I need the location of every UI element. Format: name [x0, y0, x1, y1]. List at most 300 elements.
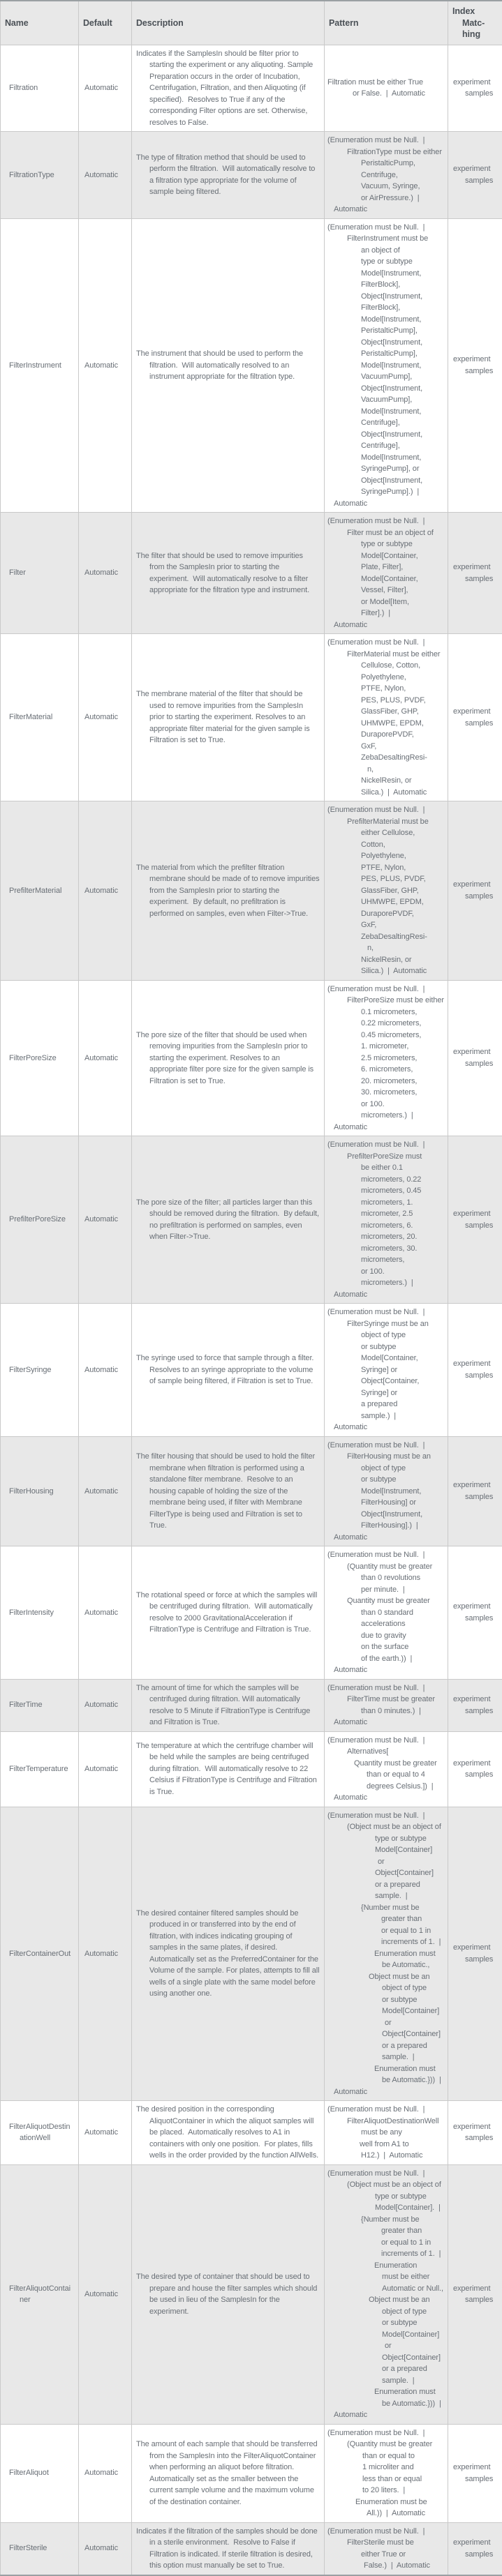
description-text: The amount of each sample that should be transferred from the SamplesIn into the FilterAliquotContainer when performing an aliquot before filtration. Automatically set as the smaller between the current sample volume and the maximum volume of the destination container.: [136, 2439, 320, 2508]
pattern-line: or equal to 1 in: [327, 2237, 445, 2249]
pattern-line: NickelResin, or: [327, 775, 445, 787]
pattern-line: Model[Instrument,: [327, 406, 445, 418]
option-name-cell: [1, 2101, 79, 2165]
description-cell: [132, 45, 325, 132]
index-matching-value: experiment samples: [453, 706, 499, 729]
index-matching-value: experiment samples: [453, 77, 499, 100]
pattern-cell: [325, 45, 448, 132]
default-value: Automatic: [84, 82, 127, 94]
index-matching-value: experiment samples: [453, 1479, 499, 1502]
index-matching-cell: [448, 1136, 502, 1304]
header-pattern: [325, 1, 448, 45]
pattern-line: (Enumeration must be Null. |: [327, 2427, 445, 2439]
index-matching-cell: [448, 1807, 502, 2101]
pattern-line: due to gravity: [327, 1630, 445, 1642]
pattern-line: or False. | Automatic: [327, 88, 445, 100]
pattern-line: Object[Container]: [327, 1867, 445, 1879]
pattern-line: Alternatives[: [327, 1746, 445, 1758]
pattern-line: FilterPoreSize must be either: [327, 995, 445, 1007]
description-cell: [132, 132, 325, 219]
pattern-line: Object[Instrument,: [327, 475, 445, 487]
pattern-line: be Automatic.})) |: [327, 2398, 445, 2410]
pattern-line: 1 microliter and: [327, 2462, 445, 2473]
default-value: Automatic: [84, 2289, 127, 2300]
pattern-line: well from A1 to: [327, 2139, 445, 2151]
option-name-cell: [1, 2522, 79, 2575]
pattern-line: or AirPressure.) |: [327, 193, 445, 204]
pattern-line: micrometers, 0.22: [327, 1174, 445, 1186]
pattern-line: per minute. |: [327, 1584, 445, 1596]
pattern-cell: [325, 1546, 448, 1680]
description-cell: [132, 1546, 325, 1680]
pattern-line: or subtype: [327, 2317, 445, 2329]
pattern-line: be Automatic.})) |: [327, 2074, 445, 2086]
pattern-line: Automatic: [327, 1717, 445, 1728]
pattern-line: or subtype: [327, 1341, 445, 1353]
pattern-line: Silica.) | Automatic: [327, 965, 445, 977]
pattern-line: 20. micrometers,: [327, 1076, 445, 1087]
option-name-cell: [1, 1436, 79, 1546]
pattern-line: All.)) | Automatic: [327, 2508, 445, 2519]
pattern-line: UHMWPE, EPDM,: [327, 896, 445, 908]
option-name-cell: [1, 1731, 79, 1807]
pattern-line: micrometers, 1.: [327, 1197, 445, 1209]
pattern-line: type or subtype: [327, 256, 445, 268]
table-body: [1, 45, 502, 2575]
pattern-line: sample. |: [327, 2375, 445, 2387]
pattern-line: Centrifuge,: [327, 170, 445, 181]
option-name: FilterMaterial: [9, 711, 74, 723]
pattern-line: Automatic: [327, 1532, 445, 1544]
index-matching-value: experiment samples: [453, 2537, 499, 2560]
pattern-line: PTFE, Nylon,: [327, 862, 445, 874]
pattern-line: either Cellulose,: [327, 827, 445, 839]
pattern-line: ZebaDesaltingResi-: [327, 931, 445, 943]
table-row: [1, 2522, 502, 2575]
default-value: Automatic: [84, 2467, 127, 2479]
default-value: Automatic: [84, 2543, 127, 2554]
pattern-line: GlassFiber, GHP,: [327, 706, 445, 718]
pattern-line: sample. |: [327, 2051, 445, 2063]
pattern-line: n,: [327, 942, 445, 954]
pattern-line: (Enumeration must be Null. |: [327, 222, 445, 234]
pattern-line: micrometer, 2.5: [327, 1208, 445, 1220]
pattern-line: FilterInstrument must be: [327, 233, 445, 245]
pattern-line: Model[Instrument,: [327, 452, 445, 464]
option-name: FilterTime: [9, 1699, 74, 1711]
default-cell: [79, 1679, 132, 1731]
pattern-line: Automatic: [327, 1792, 445, 1804]
index-matching-value: experiment samples: [453, 1758, 499, 1781]
index-matching-cell: [448, 801, 502, 981]
default-cell: [79, 1731, 132, 1807]
header-default-label: Default: [83, 18, 112, 28]
index-matching-cell: [448, 132, 502, 219]
index-matching-value: experiment samples: [453, 2121, 499, 2144]
pattern-line: FilterAliquotDestinationWell: [327, 2116, 445, 2127]
pattern-line: Model[Container]: [327, 2005, 445, 2017]
pattern-line: Automatic: [327, 1289, 445, 1301]
table-row: [1, 1731, 502, 1807]
pattern-cell: [325, 132, 448, 219]
default-value: Automatic: [84, 885, 127, 897]
pattern-line: or 100.: [327, 1266, 445, 1278]
default-cell: [79, 45, 132, 132]
pattern-line: (Enumeration must be Null. |: [327, 984, 445, 995]
pattern-line: micrometers.) |: [327, 1110, 445, 1122]
table-row: [1, 801, 502, 981]
pattern-line: Silica.) | Automatic: [327, 787, 445, 799]
pattern-line: FiltrationType must be either: [327, 146, 445, 158]
description-text: The desired type of container that should be used to prepare and house the filter samples which should be used in lieu of the SamplesIn for the experiment.: [136, 2271, 320, 2317]
option-name: PrefilterMaterial: [9, 885, 74, 897]
pattern-line: VacuumPump],: [327, 371, 445, 383]
index-matching-value: experiment samples: [453, 1942, 499, 1965]
pattern-cell: [325, 513, 448, 634]
pattern-line: or: [327, 2017, 445, 2029]
pattern-line: Quantity must be greater: [327, 1758, 445, 1770]
pattern-cell: [325, 634, 448, 801]
pattern-line: (Enumeration must be Null. |: [327, 637, 445, 649]
pattern-line: micrometers, 20.: [327, 1231, 445, 1243]
pattern-line: Object[Instrument,: [327, 337, 445, 349]
index-matching-cell: [448, 1546, 502, 1680]
pattern-line: Model[Container]: [327, 1844, 445, 1856]
pattern-line: Automatic: [327, 619, 445, 631]
pattern-line: GxF,: [327, 919, 445, 931]
index-matching-cell: [448, 45, 502, 132]
table-row: [1, 1436, 502, 1546]
pattern-line: (Enumeration must be Null. |: [327, 1735, 445, 1747]
default-value: Automatic: [84, 360, 127, 372]
default-value: Automatic: [84, 1364, 127, 1376]
option-name-cell: [1, 1136, 79, 1304]
description-cell: [132, 801, 325, 981]
pattern-line: or a prepared: [327, 1879, 445, 1891]
pattern-line: or equal to 1 in: [327, 1925, 445, 1937]
pattern-cell: [325, 1136, 448, 1304]
pattern-line: Automatic: [327, 2086, 445, 2098]
pattern-cell: [325, 2101, 448, 2165]
pattern-line: greater than: [327, 2225, 445, 2237]
pattern-line: Filtration must be either True: [327, 77, 445, 89]
pattern-line: Automatic or Null.,: [327, 2283, 445, 2295]
description-text: The rotational speed or force at which the samples will be centrifuged during filtration. Will automatically resolve to 2000 GravitationalAcceleration if FiltrationType is Centrifuge and Filtration is True.: [136, 1590, 320, 1636]
pattern-line: increments of 1. |: [327, 1936, 445, 1948]
default-value: Automatic: [84, 1607, 127, 1619]
pattern-line: (Enumeration must be Null. |: [327, 135, 445, 146]
pattern-line: FilterHousing].) |: [327, 1520, 445, 1532]
pattern-line: accelerations: [327, 1618, 445, 1630]
pattern-line: micrometers,: [327, 1254, 445, 1266]
pattern-line: PeristalticPump],: [327, 348, 445, 360]
default-value: Automatic: [84, 711, 127, 723]
pattern-line: PES, PLUS, PVDF,: [327, 695, 445, 707]
pattern-line: Enumeration must: [327, 1948, 445, 1960]
pattern-line: PTFE, Nylon,: [327, 683, 445, 695]
pattern-line: type or subtype: [327, 1833, 445, 1845]
index-matching-value: experiment samples: [453, 2462, 499, 2485]
default-value: Automatic: [84, 567, 127, 579]
default-value: Automatic: [84, 1053, 127, 1064]
pattern-line: or a prepared: [327, 2040, 445, 2052]
default-cell: [79, 2424, 132, 2522]
pattern-line: (Enumeration must be Null. |: [327, 1440, 445, 1452]
option-name: FilterInstrument: [9, 360, 74, 372]
default-cell: [79, 2164, 132, 2424]
description-text: The type of filtration method that should be used to perform the filtration. Will automatically resolve to a filtration type appropriate for the volume of sample being filtered.: [136, 152, 320, 198]
pattern-line: Quantity must be greater: [327, 1595, 445, 1607]
pattern-line: GlassFiber, GHP,: [327, 885, 445, 897]
pattern-line: or a prepared: [327, 2363, 445, 2375]
pattern-line: Object must be an: [327, 1971, 445, 1983]
default-cell: [79, 634, 132, 801]
option-name: Filter: [9, 567, 74, 579]
header-pattern-label: Pattern: [329, 18, 358, 28]
default-value: Automatic: [84, 1763, 127, 1775]
default-value: Automatic: [84, 1486, 127, 1498]
table-row: [1, 980, 502, 1136]
index-matching-cell: [448, 980, 502, 1136]
pattern-cell: [325, 2522, 448, 2575]
table-row: [1, 1136, 502, 1304]
index-matching-value: experiment samples: [453, 1358, 499, 1381]
pattern-line: Syringe] or: [327, 1387, 445, 1399]
table-row: [1, 2101, 502, 2165]
pattern-line: Model[Instrument,: [327, 268, 445, 280]
description-cell: [132, 980, 325, 1136]
pattern-line: sample. |: [327, 1890, 445, 1902]
pattern-line: (Enumeration must be Null. |: [327, 1549, 445, 1561]
option-name-cell: [1, 2164, 79, 2424]
pattern-line: DuraporePVDF,: [327, 729, 445, 741]
pattern-line: Enumeration must be: [327, 2496, 445, 2508]
pattern-line: DuraporePVDF,: [327, 908, 445, 920]
index-matching-value: experiment samples: [453, 1601, 499, 1624]
table-row: [1, 1304, 502, 1437]
pattern-line: FilterBlock],: [327, 279, 445, 291]
index-matching-value: experiment samples: [453, 2283, 499, 2306]
pattern-line: SyringePump].) |: [327, 486, 445, 498]
index-matching-value: experiment samples: [453, 163, 499, 186]
pattern-line: less than or equal: [327, 2473, 445, 2485]
index-matching-cell: [448, 2522, 502, 2575]
description-cell: [132, 1807, 325, 2101]
pattern-line: (Enumeration must be Null. |: [327, 2168, 445, 2180]
pattern-cell: [325, 801, 448, 981]
option-name: FilterSterile: [9, 2543, 74, 2554]
option-name-cell: [1, 1304, 79, 1437]
pattern-line: (Object must be an object of: [327, 1821, 445, 1833]
description-cell: [132, 2101, 325, 2165]
option-name: PrefilterPoreSize: [9, 1214, 74, 1226]
pattern-line: H12.) | Automatic: [327, 2150, 445, 2162]
index-matching-cell: [448, 2424, 502, 2522]
pattern-line: type or subtype: [327, 2191, 445, 2203]
pattern-line: Filter].) |: [327, 608, 445, 619]
index-matching-value: experiment samples: [453, 354, 499, 377]
pattern-line: micrometers.) |: [327, 1277, 445, 1289]
default-cell: [79, 1136, 132, 1304]
pattern-line: object of type: [327, 2306, 445, 2318]
pattern-line: 6. micrometers,: [327, 1064, 445, 1076]
pattern-line: Automatic: [327, 2409, 445, 2421]
default-cell: [79, 1304, 132, 1437]
table-row: [1, 1807, 502, 2101]
pattern-line: or Model[Item,: [327, 596, 445, 608]
index-matching-value: experiment samples: [453, 879, 499, 902]
pattern-line: Syringe] or: [327, 1364, 445, 1376]
pattern-line: Model[Container]. |: [327, 2202, 445, 2214]
default-cell: [79, 1436, 132, 1546]
index-matching-value: experiment samples: [453, 562, 499, 585]
pattern-line: (Quantity must be greater: [327, 2439, 445, 2450]
pattern-line: Object[Instrument,: [327, 429, 445, 441]
pattern-line: or 100.: [327, 1099, 445, 1110]
pattern-cell: [325, 218, 448, 513]
pattern-line: FilterHousing] or: [327, 1497, 445, 1509]
index-matching-cell: [448, 1679, 502, 1731]
pattern-line: 30. micrometers,: [327, 1087, 445, 1099]
pattern-line: or: [327, 2340, 445, 2352]
pattern-line: micrometers, 0.45: [327, 1185, 445, 1197]
pattern-line: micrometers, 30.: [327, 1243, 445, 1255]
pattern-line: Automatic: [327, 204, 445, 216]
option-name-cell: [1, 132, 79, 219]
description-text: The filter housing that should be used to hold the filter membrane when filtration is performed using a standalone filter membrane. Resolve to an housing capable of holding the size of the membrane being used, if filter with Membrane FilterType is being used and Filtration is set to True.: [136, 1451, 320, 1532]
header-description: [132, 1, 325, 45]
option-name: FilterAliquot: [9, 2467, 74, 2479]
default-value: Automatic: [84, 1214, 127, 1226]
option-name-cell: [1, 2424, 79, 2522]
pattern-line: Object[Instrument,: [327, 291, 445, 303]
default-cell: [79, 2101, 132, 2165]
pattern-line: Vessel, Filter],: [327, 585, 445, 596]
option-name-cell: [1, 45, 79, 132]
pattern-line: Cellulose, Cotton,: [327, 660, 445, 672]
pattern-line: UHMWPE, EPDM,: [327, 718, 445, 730]
pattern-line: NickelResin, or: [327, 954, 445, 966]
pattern-line: SyringePump], or: [327, 463, 445, 475]
pattern-line: 0.45 micrometers,: [327, 1030, 445, 1041]
description-text: The instrument that should be used to perform the filtration. Will automatically resolved to an instrument appropriate for the filtration type.: [136, 348, 320, 383]
description-cell: [132, 2522, 325, 2575]
pattern-line: FilterSyringe must be an: [327, 1318, 445, 1330]
pattern-line: FilterSterile must be: [327, 2537, 445, 2549]
pattern-line: Model[Instrument,: [327, 360, 445, 372]
description-cell: [132, 2424, 325, 2522]
option-name: Filtration: [9, 82, 74, 94]
pattern-line: FilterTime must be greater: [327, 1694, 445, 1705]
index-matching-value: experiment samples: [453, 1208, 499, 1231]
pattern-line: than 0 revolutions: [327, 1572, 445, 1584]
pattern-line: VacuumPump],: [327, 394, 445, 406]
pattern-line: increments of 1. |: [327, 2248, 445, 2260]
pattern-line: (Enumeration must be Null. |: [327, 2104, 445, 2116]
index-matching-cell: [448, 1731, 502, 1807]
option-name-cell: [1, 1679, 79, 1731]
pattern-line: or subtype: [327, 1994, 445, 2006]
pattern-line: (Enumeration must be Null. |: [327, 1306, 445, 1318]
pattern-line: False.) | Automatic: [327, 2560, 445, 2572]
default-cell: [79, 1807, 132, 2101]
pattern-line: Automatic: [327, 1422, 445, 1433]
pattern-line: Cotton,: [327, 839, 445, 851]
default-value: Automatic: [84, 1948, 127, 1960]
pattern-line: n,: [327, 764, 445, 776]
pattern-line: than or equal to 4: [327, 1769, 445, 1781]
pattern-line: ZebaDesaltingResi-: [327, 752, 445, 764]
header-index-matching: [448, 1, 502, 45]
pattern-line: an object of: [327, 245, 445, 257]
pattern-line: than 0 minutes.) |: [327, 1705, 445, 1717]
pattern-line: Vacuum, Syringe,: [327, 181, 445, 193]
option-name: FilterAliquotContainer: [9, 2283, 74, 2306]
description-cell: [132, 1304, 325, 1437]
pattern-line: type or subtype: [327, 538, 445, 550]
pattern-line: 0.22 micrometers,: [327, 1018, 445, 1030]
option-name-cell: [1, 980, 79, 1136]
default-cell: [79, 218, 132, 513]
pattern-line: (Enumeration must be Null. |: [327, 1139, 445, 1151]
table-row: [1, 1546, 502, 1680]
default-cell: [79, 980, 132, 1136]
pattern-line: (Enumeration must be Null. |: [327, 1682, 445, 1694]
pattern-line: micrometers, 6.: [327, 1220, 445, 1232]
pattern-cell: [325, 2164, 448, 2424]
pattern-line: or subtype: [327, 1474, 445, 1486]
option-name: FilterIntensity: [9, 1607, 74, 1619]
description-text: The material from which the prefilter filtration membrane should be made of to remove impurities from the SamplesIn prior to starting the experiment. By default, no prefiltration is performed on samples, even when Filter->True.: [136, 862, 320, 920]
option-name: FiltrationType: [9, 170, 74, 181]
pattern-line: PeristalticPump],: [327, 325, 445, 337]
pattern-line: Filter must be an object of: [327, 527, 445, 539]
pattern-line: (Enumeration must be Null. |: [327, 515, 445, 527]
pattern-line: GxF,: [327, 741, 445, 753]
pattern-line: PeristalticPump,: [327, 158, 445, 170]
option-name: FilterHousing: [9, 1486, 74, 1498]
pattern-cell: [325, 980, 448, 1136]
table-row: [1, 132, 502, 219]
table-row: [1, 634, 502, 801]
description-text: The desired position in the corresponding AliquotContainer in which the aliquot samples will be placed. Automatically resolves to A1 in containers with only one position. For plates, fills wells in the order provided by the function AllWells.: [136, 2104, 320, 2162]
table-row: [1, 45, 502, 132]
default-value: Automatic: [84, 1699, 127, 1711]
pattern-line: (Enumeration must be Null. |: [327, 804, 445, 816]
header-default: [79, 1, 132, 45]
default-value: Automatic: [84, 2127, 127, 2139]
table-row: [1, 2164, 502, 2424]
index-matching-cell: [448, 2101, 502, 2165]
pattern-line: to 20 liters. |: [327, 2485, 445, 2496]
pattern-line: (Quantity must be greater: [327, 1561, 445, 1573]
default-cell: [79, 2522, 132, 2575]
pattern-line: Plate, Filter],: [327, 562, 445, 573]
pattern-line: FilterHousing must be an: [327, 1451, 445, 1463]
pattern-line: (Enumeration must be Null. |: [327, 2526, 445, 2538]
default-cell: [79, 132, 132, 219]
pattern-line: Model[Container,: [327, 1353, 445, 1364]
description-text: Indicates if the filtration of the samples should be done in a sterile environment. Resolve to False if Filtration is indicated. If sterile filtration is desired, this option must manually be set to True.: [136, 2526, 320, 2572]
pattern-line: Object[Instrument,: [327, 383, 445, 395]
pattern-line: Model[Container,: [327, 550, 445, 562]
pattern-line: must be either: [327, 2271, 445, 2283]
option-name-cell: [1, 1546, 79, 1680]
pattern-line: 0.1 micrometers,: [327, 1007, 445, 1018]
pattern-line: Centrifuge],: [327, 440, 445, 452]
pattern-line: Object[Container]: [327, 2352, 445, 2364]
description-cell: [132, 634, 325, 801]
